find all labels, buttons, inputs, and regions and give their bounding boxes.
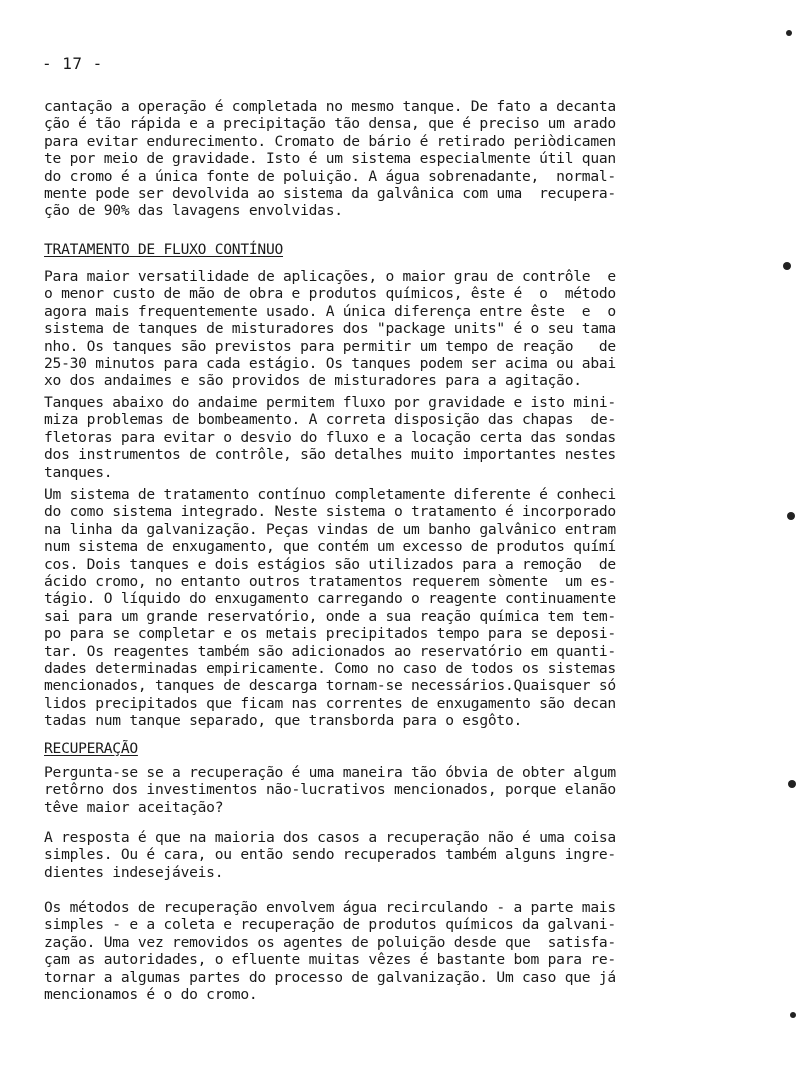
paragraph-recovery-answer (44, 829, 754, 881)
text-line: Tanques abaixo do andaime permitem fluxo por gravidade e isto mini- (44, 394, 616, 411)
binder-hole-mark (787, 512, 795, 520)
text-line: para evitar endurecimento. Cromato de bário é retirado periòdicamen (44, 132, 616, 150)
paragraph-integrated-system (44, 486, 754, 730)
section-heading-recovery: RECUPERAÇÃO (44, 740, 138, 757)
text-line: têve maior aceitação? (44, 798, 224, 816)
text-line: ção de 90% das lavagens envolvidas. (44, 202, 343, 220)
text-line: fletoras para evitar o desvio do fluxo e a locação certa das sondas (44, 428, 616, 446)
text-line: cantação a operação é completada no mesmo tanque. De fato a decanta (44, 98, 616, 115)
text-line: tornar a algumas partes do processo de galvanização. Um caso que já (44, 968, 616, 986)
text-line: 25-30 minutos para cada estágio. Os tanques podem ser acima ou abai (44, 355, 616, 373)
paragraph-recovery-question (44, 764, 754, 816)
text-line: tadas num tanque separado, que transborda para o esgôto. (44, 712, 523, 730)
text-line: zação. Uma vez removidos os agentes de poluição desde que satisfa- (44, 933, 616, 951)
text-line: Um sistema de tratamento contínuo completamente diferente é conheci (44, 486, 616, 503)
text-line: Pergunta-se se a recuperação é uma maneira tão óbvia de obter algum (44, 764, 616, 781)
text-line: tar. Os reagentes também são adicionados ao reservatório em quanti- (44, 642, 616, 660)
paragraph-versatility (44, 268, 754, 390)
text-line: nho. Os tanques são previstos para permitir um tempo de reação de (44, 337, 616, 355)
text-line: lidos precipitados que ficam nas correntes de enxugamento são decan (44, 694, 616, 712)
paragraph-decantation (44, 98, 754, 220)
text-line: Para maior versatilidade de aplicações, o maior grau de contrôle e (44, 268, 616, 285)
text-line: dientes indesejáveis. (44, 863, 224, 881)
text-line: sai para um grande reservatório, onde a sua reação química tem tem- (44, 607, 616, 625)
scan-speck-mark (790, 1012, 796, 1018)
paragraph-recovery-methods (44, 899, 754, 1003)
text-line: miza problemas de bombeamento. A correta disposição das chapas de- (44, 411, 616, 429)
text-line: po para se completar e os metais precipitados tempo para se deposi- (44, 625, 616, 643)
text-line: do cromo é a única fonte de poluição. A água sobrenadante, normal- (44, 167, 616, 185)
text-line: tanques. (44, 463, 113, 481)
text-line: xo dos andaimes e são providos de misturadores para a agitação. (44, 372, 582, 390)
binder-hole-mark (783, 262, 791, 270)
paragraph-gravity-flow (44, 394, 754, 481)
text-line: o menor custo de mão de obra e produtos químicos, êste é o método (44, 285, 616, 303)
text-line: do como sistema integrado. Neste sistema o tratamento é incorporado (44, 503, 616, 521)
text-line: mencionados, tanques de descarga tornam-se necessários.Quaisquer só (44, 677, 616, 695)
text-line: sistema de tanques de misturadores dos "package units" é o seu tama (44, 320, 616, 338)
text-line: ção é tão rápida e a precipitação tão densa, que é preciso um arado (44, 115, 616, 133)
text-line: mencionamos é o do cromo. (44, 986, 258, 1004)
text-line: cos. Dois tanques e dois estágios são utilizados para a remoção de (44, 555, 616, 573)
text-line: A resposta é que na maioria dos casos a recuperação não é uma coisa (44, 829, 616, 846)
text-line: ácido cromo, no entanto outros tratamentos requerem sòmente um es- (44, 573, 616, 591)
binder-hole-mark (788, 780, 796, 788)
scan-speck-mark (786, 30, 792, 36)
page-number: - 17 - (42, 54, 103, 73)
text-line: simples - e a coleta e recuperação de produtos químicos da galvani- (44, 916, 616, 934)
text-line: dades determinadas empiricamente. Como no caso de todos os sistemas (44, 660, 616, 678)
text-line: dos instrumentos de contrôle, são detalhes muito importantes nestes (44, 446, 616, 464)
text-line: Os métodos de recuperação envolvem água recirculando - a parte mais (44, 899, 616, 916)
text-line: retôrno dos investimentos não-lucrativos mencionados, porque elanão (44, 781, 616, 799)
text-line: çam as autoridades, o efluente muitas vêzes é bastante bom para re- (44, 951, 616, 969)
text-line: na linha da galvanização. Peças vindas de um banho galvânico entram (44, 520, 616, 538)
text-line: te por meio de gravidade. Isto é um sistema especialmente útil quan (44, 150, 616, 168)
text-line: mente pode ser devolvida ao sistema da galvânica com uma recupera- (44, 185, 616, 203)
text-line: num sistema de enxugamento, que contém um excesso de produtos químí (44, 538, 616, 556)
text-line: simples. Ou é cara, ou então sendo recuperados também alguns ingre- (44, 846, 616, 864)
text-line: agora mais frequentemente usado. A única diferença entre êste e o (44, 302, 616, 320)
text-line: tágio. O líquido do enxugamento carregando o reagente continuamente (44, 590, 616, 608)
section-heading-continuous-flow: TRATAMENTO DE FLUXO CONTÍNUO (44, 241, 284, 258)
